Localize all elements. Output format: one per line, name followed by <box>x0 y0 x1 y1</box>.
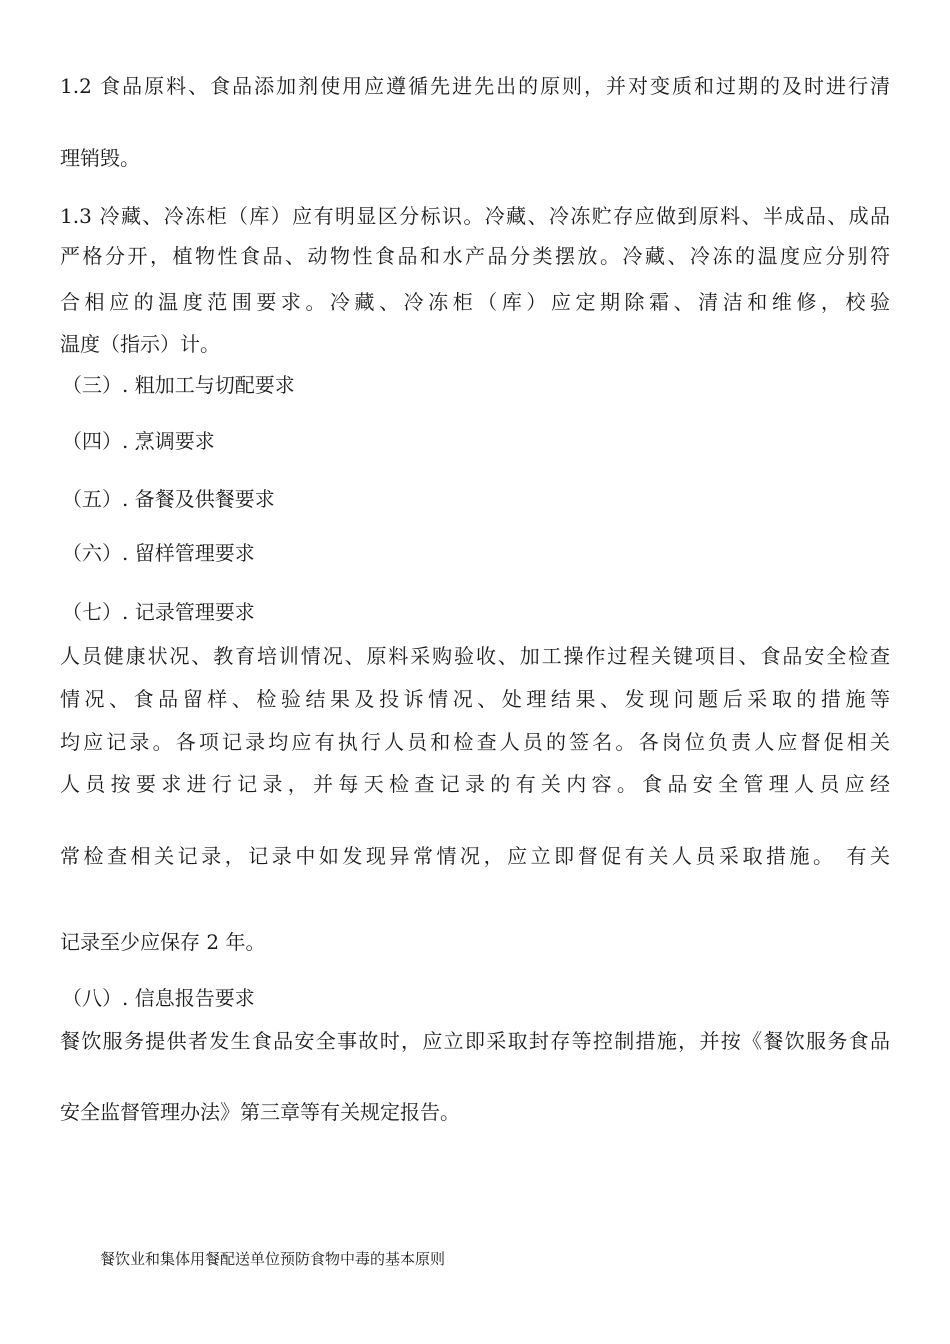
heading-8: （八）. 信息报告要求 <box>62 986 255 1010</box>
records-line-4: 人员按要求进行记录，并每天检查记录的有关内容。食品安全管理人员应经 <box>60 772 890 796</box>
report-line-1: 餐饮服务提供者发生食品安全事故时，应立即采取封存等控制措施，并按《餐饮服务食品 <box>60 1029 890 1053</box>
records-line-1: 人员健康状况、教育培训情况、原料采购验收、加工操作过程关键项目、食品安全检查 <box>60 644 890 668</box>
records-line-5: 常检查相关记录，记录中如发现异常情况，应立即督促有关人员采取措施。 有关 <box>60 844 890 868</box>
heading-7: （七）. 记录管理要求 <box>62 600 255 624</box>
heading-5: （五）. 备餐及供餐要求 <box>62 487 275 511</box>
footer-title: 餐饮业和集体用餐配送单位预防食物中毒的基本原则 <box>100 1250 446 1268</box>
para-1-3-line-2: 严格分开，植物性食品、动物性食品和水产品分类摆放。冷藏、冷冻的温度应分别符 <box>60 244 890 268</box>
records-line-3: 均应记录。各项记录均应有执行人员和检查人员的签名。各岗位负责人应督促相关 <box>60 730 890 754</box>
heading-6: （六）. 留样管理要求 <box>62 541 255 565</box>
para-1-3-line-3: 合相应的温度范围要求。冷藏、冷冻柜（库）应定期除霜、清洁和维修，校验 <box>60 290 890 314</box>
para-1-3-line-1: 1.3 冷藏、冷冻柜（库）应有明显区分标识。冷藏、冷冻贮存应做到原料、半成品、成品 <box>60 204 890 228</box>
records-line-2: 情况、食品留样、检验结果及投诉情况、处理结果、发现问题后采取的措施等 <box>60 687 890 711</box>
records-line-6: 记录至少应保存 2 年。 <box>60 930 266 954</box>
heading-4: （四）. 烹调要求 <box>62 429 215 453</box>
heading-3: （三）. 粗加工与切配要求 <box>62 373 295 397</box>
para-1-2-line-2: 理销毁。 <box>60 146 140 170</box>
para-1-3-line-4: 温度（指示）计。 <box>60 332 220 356</box>
report-line-2: 安全监督管理办法》第三章等有关规定报告。 <box>60 1100 460 1124</box>
para-1-2-line-1: 1.2 食品原料、食品添加剂使用应遵循先进先出的原则，并对变质和过期的及时进行清 <box>60 74 890 98</box>
